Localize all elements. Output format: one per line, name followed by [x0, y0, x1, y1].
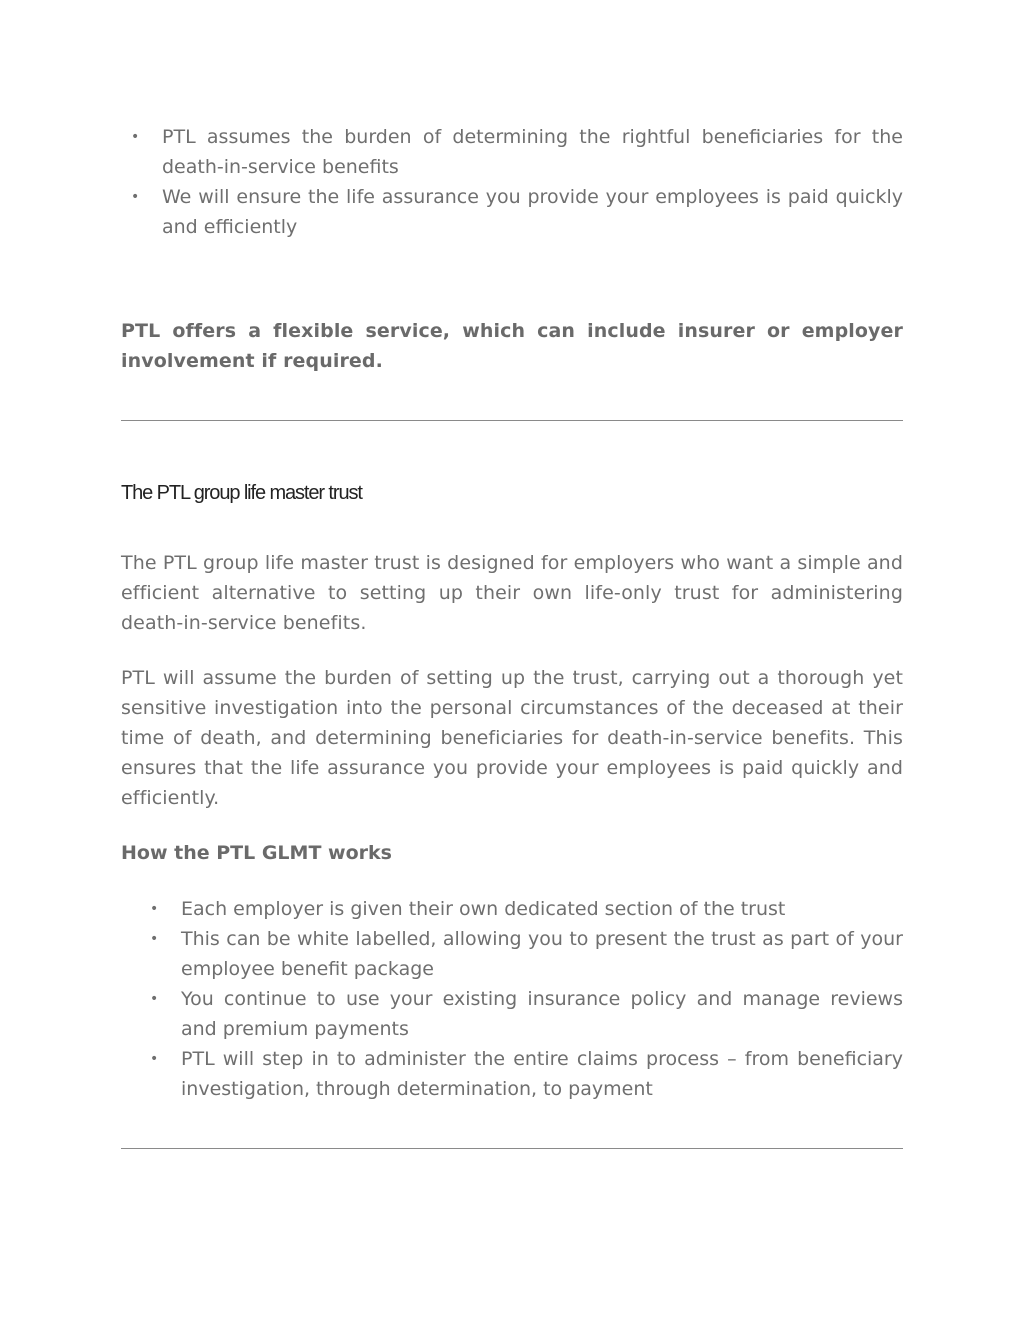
bullet-icon: • — [131, 129, 140, 145]
intro-bullet-list — [131, 122, 903, 242]
list-item-text: We will ensure the life assurance you provide your employees is paid quickly and efficiently — [162, 186, 903, 238]
list-item-text: This can be white labelled, allowing you to present the trust as part of your employee benefit package — [181, 928, 903, 980]
list-item — [150, 984, 903, 1044]
divider — [121, 420, 903, 421]
intro-paragraph: The PTL group life master trust is designed for employers who want a simple and efficient alternative to setting up their own life-only trust for administering death-in-service benefits. — [121, 552, 903, 634]
list-item — [131, 182, 903, 242]
list-item-text: Each employer is given their own dedicated section of the trust — [181, 898, 786, 920]
list-item — [150, 1044, 903, 1104]
bullet-icon: • — [150, 991, 159, 1007]
bullet-icon: • — [150, 931, 159, 947]
list-item — [150, 924, 903, 984]
divider — [121, 1148, 903, 1149]
list-item-text: PTL will step in to administer the entire claims process – from beneficiary investigation, through determination, to payment — [181, 1048, 903, 1100]
list-item-text: You continue to use your existing insurance policy and manage reviews and premium payments — [181, 988, 903, 1040]
list-item-text: PTL assumes the burden of determining the rightful beneficiaries for the death-in-service benefits — [162, 126, 903, 178]
section-heading: The PTL group life master trust — [121, 482, 362, 504]
details-paragraph: PTL will assume the burden of setting up the trust, carrying out a thorough yet sensitive investigation into the personal circumstances of the deceased at their time of death, and determining beneficiaries for death-in-service benefits. This ensures that the life assurance you provide your employees is paid quickly and efficiently. — [121, 667, 903, 809]
bullet-icon: • — [150, 901, 159, 917]
flexible-service-note: PTL offers a flexible service, which can include insurer or employer involvement if required. — [121, 320, 903, 372]
how-it-works-list — [150, 894, 903, 1104]
list-item — [131, 122, 903, 182]
bullet-icon: • — [131, 189, 140, 205]
list-item — [150, 894, 903, 924]
how-it-works-heading: How the PTL GLMT works — [121, 842, 392, 864]
bullet-icon: • — [150, 1051, 159, 1067]
